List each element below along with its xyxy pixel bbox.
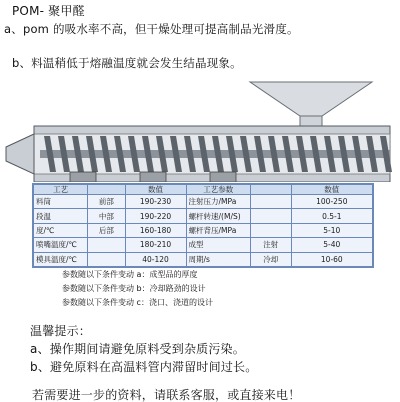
table-cell	[250, 223, 291, 237]
note-a: a、pom 的吸水率不高，但干燥处理可提高制品光滑度。	[4, 22, 299, 36]
contact-note: 若需要进一步的资料，请联系客服，或直接来电！	[32, 388, 301, 402]
table-cell	[250, 195, 291, 209]
table-cell: 180-210	[125, 238, 186, 252]
table-cell: 冷却	[250, 252, 291, 266]
table-cell: 注射压力/MPa	[186, 195, 250, 209]
table-cell	[88, 252, 125, 266]
note-b: b、料温稍低于熔融温度就会发生结晶现象。	[12, 56, 242, 70]
table-row	[34, 223, 373, 237]
heater-band	[70, 172, 96, 182]
table-row	[34, 209, 373, 223]
screw-barrel-diagram	[0, 72, 400, 182]
tip-a: a、操作期间请避免原料受到杂质污染。	[30, 342, 245, 356]
tip-b: b、避免原料在高温料管内滞留时间过长。	[30, 360, 258, 374]
header-blank	[250, 185, 291, 195]
table-cell	[250, 209, 291, 223]
table-cell: 螺杆转速/(M/S)	[186, 209, 250, 223]
table-cell: 5-10	[291, 223, 372, 237]
table-row	[34, 238, 373, 252]
table-cell: 10-60	[291, 252, 372, 266]
table-cell: 模具温度/℃	[34, 252, 88, 266]
nozzle	[6, 134, 34, 174]
header-param: 工艺参数	[186, 185, 250, 195]
table-cell	[88, 238, 125, 252]
table-cell: 40-120	[125, 252, 186, 266]
table-cell: 段温	[34, 209, 88, 223]
heater-band	[140, 172, 166, 182]
table-cell: 190-220	[125, 209, 186, 223]
table-cell: 螺杆背压/MPa	[186, 223, 250, 237]
tips-title: 温馨提示：	[30, 324, 92, 338]
hopper	[250, 82, 372, 116]
table-cell: 注射	[250, 238, 291, 252]
hopper-neck	[300, 116, 322, 126]
table-cell: 成型	[186, 238, 250, 252]
table-row	[34, 195, 373, 209]
heater-band	[210, 172, 236, 182]
table-header-row	[34, 185, 373, 195]
table-row	[34, 252, 373, 266]
table-cell: 后部	[88, 223, 125, 237]
table-cell: 周期/s	[186, 252, 250, 266]
table-cell: 前部	[88, 195, 125, 209]
table-cell: 中部	[88, 209, 125, 223]
table-cell: 料筒	[34, 195, 88, 209]
header-value: 数值	[125, 185, 186, 195]
header-process: 工艺	[34, 185, 88, 195]
process-parameter-table	[32, 183, 374, 268]
param-condition-b: 参数随以下条件变动 b：冷却路劲的设计	[62, 284, 206, 293]
table-cell: 度/℃	[34, 223, 88, 237]
param-condition-c: 参数随以下条件变动 c：浇口、浇道的设计	[62, 298, 213, 307]
table-cell: 0.5-1	[291, 209, 372, 223]
header-blank	[88, 185, 125, 195]
table-cell: 100-250	[291, 195, 372, 209]
param-condition-a: 参数随以下条件变动 a：成型品的厚度	[62, 270, 198, 279]
table-cell: 5-40	[291, 238, 372, 252]
table-cell: 喷嘴温度/℃	[34, 238, 88, 252]
table-cell: 190-230	[125, 195, 186, 209]
page-title: POM- 聚甲醛	[12, 4, 85, 18]
header-value: 数值	[291, 185, 372, 195]
table-cell: 160-180	[125, 223, 186, 237]
